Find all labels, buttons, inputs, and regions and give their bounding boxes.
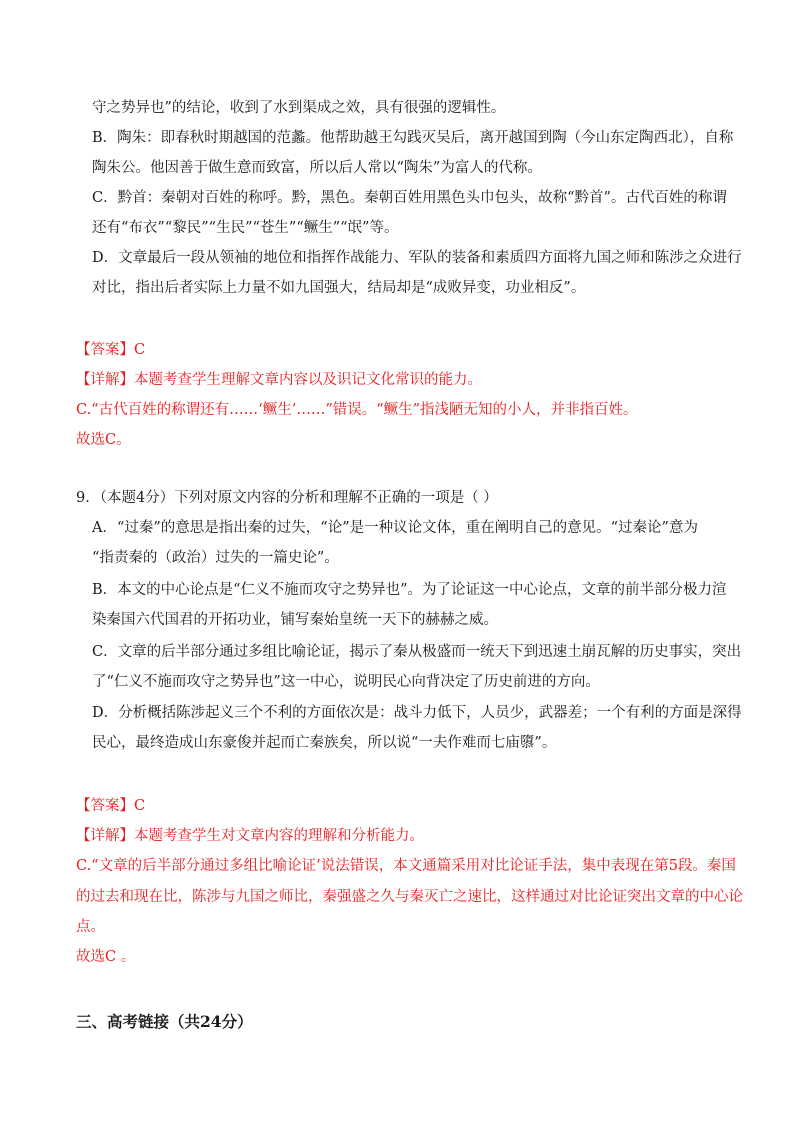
option-text-line: 了“仁义不施而攻守之势异也”这一中心，说明民心向背决定了历史前进的方向。 [92, 674, 600, 690]
option-c-line: C．黔首：秦朝对百姓的称呼。黔，黑色。秦朝百姓用黑色头巾包头，故称“黔首”。古代百姓的称谓 [92, 190, 727, 206]
answer-label: 【答案】C [76, 798, 146, 814]
detail-label: 【详解】本题考查学生对文章内容的理解和分析能力。 [76, 828, 424, 844]
option-text-line: 对比，指出后者实际上力量不如九国强大，结局却是“成败异变，功业相反”。 [92, 280, 586, 296]
option-text-line: “指责秦的（政治）过失的一篇史论”。 [92, 550, 339, 566]
option-text-line: 陶朱公。他因善于做生意而致富，所以后人常以“陶朱”为富人的代称。 [92, 160, 542, 176]
conclusion-text: 故选C。 [76, 432, 131, 448]
explanation-text: C.“文章的后半部分通过多组比喻论证’说法错误，本文通篇采用对比论证手法，集中表现在第5段。秦国 [76, 858, 736, 874]
detail-label: 【详解】本题考查学生理解文章内容以及识记文化常识的能力。 [76, 372, 482, 388]
option-d-line: D．文章最后一段从领袖的地位和指挥作战能力、军队的装备和素质四方面将九国之师和陈涉之众进行 [92, 250, 742, 266]
question-9-stem: 9．（本题4分）下列对原文内容的分析和理解不正确的一项是（ ） [76, 490, 498, 506]
option-b-line: B．本文的中心论点是“仁义不施而攻守之势异也”。为了论证这一中心论点，文章的前半部分极力渲 [92, 582, 727, 598]
explanation-text: C.“古代百姓的称谓还有……‘鳜生’……”错误。“鳜生”指浅陋无知的小人，并非指百姓。 [76, 402, 638, 418]
option-text-line: 染秦国六代国君的开拓功业，铺写秦始皇统一天下的赫赫之威。 [92, 612, 498, 628]
option-c-line: C．文章的后半部分通过多组比喻论证，揭示了秦从极盛而一统天下到迅速土崩瓦解的历史事实，突出 [92, 644, 742, 660]
option-text-line: 民心，最终造成山东豪俊并起而亡秦族矣，所以说“一夫作难而七庙隳”。 [92, 735, 557, 751]
explanation-text: 点。 [76, 919, 105, 935]
option-b-line: B．陶朱：即春秋时期越国的范蠡。他帮助越王勾践灭吴后，离开越国到陶（今山东定陶西北），自称 [92, 130, 734, 146]
option-text-line: 守之势异也”的结论，收到了水到渠成之效，具有很强的逻辑性。 [92, 100, 506, 116]
section-heading: 三、高考链接（共24分） [76, 1012, 253, 1031]
option-text-line: 还有“布衣”“黎民”“生民”“苍生”“鳜生”“氓”等。 [92, 220, 399, 236]
answer-label: 【答案】C [76, 342, 146, 358]
option-a-line: A．“过秦”的意思是指出秦的过失，“论”是一种议论文体，重在阐明自己的意见。“过秦论”意为 [92, 520, 698, 536]
option-d-line: D．分析概括陈涉起义三个不利的方面依次是：战斗力低下，人员少，武器差；一个有利的方面是深得 [92, 705, 742, 721]
explanation-text: 的过去和现在比，陈涉与九国之师比，秦强盛之久与秦灭亡之速比，这样通过对比论证突出文章的中心论 [76, 889, 743, 905]
conclusion-text: 故选C 。 [76, 949, 136, 965]
